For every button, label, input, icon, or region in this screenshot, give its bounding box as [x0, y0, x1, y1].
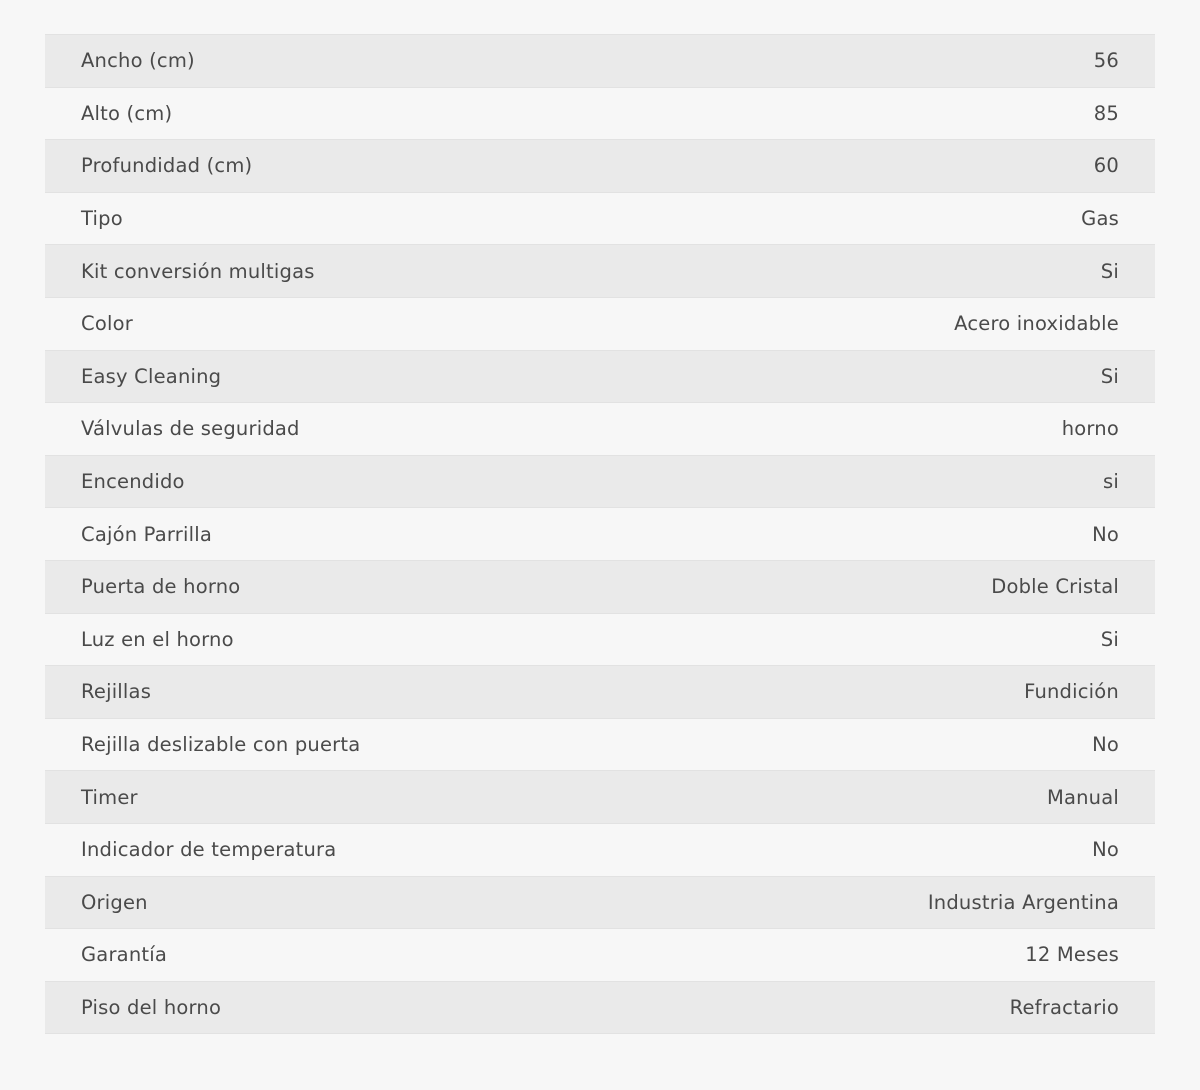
spec-value: si: [1103, 470, 1119, 494]
spec-value: Manual: [1046, 785, 1119, 809]
spec-label: Rejillas: [81, 680, 152, 704]
spec-value: Gas: [1081, 207, 1119, 231]
spec-row-cajon-parrilla: [45, 508, 1155, 561]
spec-label: Profundidad (cm): [81, 154, 253, 178]
spec-row-color: [45, 298, 1155, 351]
spec-value: Si: [1100, 627, 1119, 651]
spec-label: Garantía: [81, 943, 167, 967]
spec-value: 12 Meses: [1025, 943, 1119, 967]
spec-label: Puerta de horno: [81, 575, 241, 599]
spec-value: Acero inoxidable: [954, 312, 1119, 336]
spec-row-indicador-temperatura: [45, 824, 1155, 877]
spec-value: 56: [1093, 49, 1119, 73]
spec-value: Doble Cristal: [991, 575, 1119, 599]
spec-row-puerta-horno: [45, 561, 1155, 614]
spec-label: Luz en el horno: [81, 627, 234, 651]
spec-value: 60: [1093, 154, 1119, 178]
spec-label: Ancho (cm): [81, 49, 195, 73]
spec-value: Industria Argentina: [927, 890, 1119, 914]
spec-row-encendido: [45, 456, 1155, 509]
spec-value: No: [1092, 733, 1119, 757]
spec-label: Origen: [81, 890, 148, 914]
spec-label: Kit conversión multigas: [81, 259, 315, 283]
spec-row-garantia: [45, 929, 1155, 982]
spec-label: Piso del horno: [81, 995, 222, 1019]
spec-value: Si: [1100, 364, 1119, 388]
spec-row-kit-conversion: [45, 245, 1155, 298]
spec-label: Timer: [81, 785, 138, 809]
spec-value: horno: [1061, 417, 1119, 441]
specifications-table: [45, 34, 1155, 1034]
spec-label: Cajón Parrilla: [81, 522, 212, 546]
spec-label: Tipo: [81, 207, 123, 231]
spec-label: Encendido: [81, 470, 185, 494]
spec-value: No: [1092, 522, 1119, 546]
spec-row-alto: [45, 88, 1155, 141]
spec-label: Rejilla deslizable con puerta: [81, 733, 361, 757]
spec-label: Indicador de temperatura: [81, 838, 337, 862]
spec-row-rejillas: [45, 666, 1155, 719]
spec-row-ancho: [45, 35, 1155, 88]
spec-row-piso-horno: [45, 982, 1155, 1035]
spec-row-timer: [45, 771, 1155, 824]
spec-row-valvulas: [45, 403, 1155, 456]
spec-row-luz-horno: [45, 614, 1155, 667]
spec-value: Refractario: [1009, 995, 1119, 1019]
spec-value: Fundición: [1024, 680, 1119, 704]
spec-value: 85: [1093, 101, 1119, 125]
spec-row-tipo: [45, 193, 1155, 246]
spec-label: Easy Cleaning: [81, 364, 222, 388]
spec-row-origen: [45, 877, 1155, 930]
spec-label: Alto (cm): [81, 101, 173, 125]
spec-label: Válvulas de seguridad: [81, 417, 300, 441]
spec-row-easy-cleaning: [45, 351, 1155, 404]
spec-value: No: [1092, 838, 1119, 862]
spec-row-profundidad: [45, 140, 1155, 193]
spec-value: Si: [1100, 259, 1119, 283]
spec-row-rejilla-deslizable: [45, 719, 1155, 772]
spec-label: Color: [81, 312, 133, 336]
